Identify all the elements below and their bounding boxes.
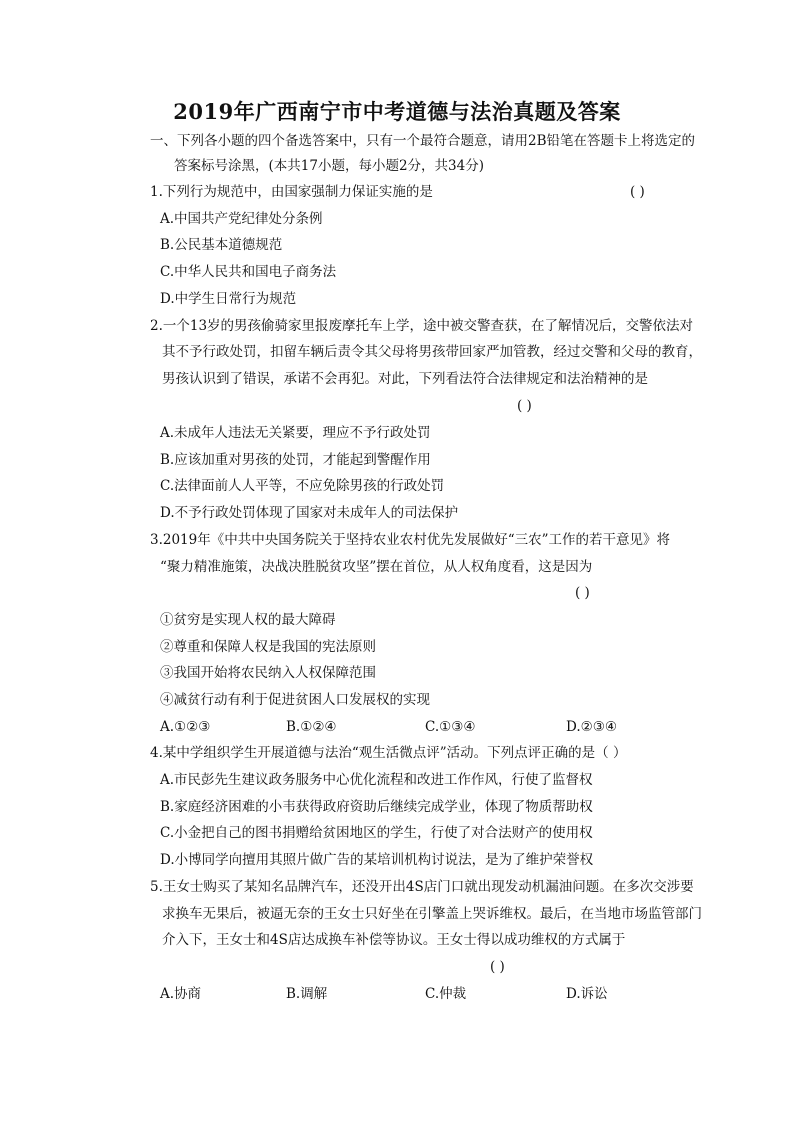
q2-answer-paren: ( ) xyxy=(517,398,532,414)
q3-statement-2: ②尊重和保障人权是我国的宪法原则 xyxy=(160,639,376,655)
q3-option-c: C.①③④ xyxy=(425,719,476,735)
q5-stem-line-3: 介入下，王女士和4S店达成换车补偿等协议。王女士得以成功维权的方式属于 xyxy=(162,932,626,948)
q2-option-a: A.未成年人违法无关紧要，理应不予行政处罚 xyxy=(160,425,431,441)
q4-stem: 4.某中学组织学生开展道德与法治“观生活微点评”活动。下列点评正确的是（ ） xyxy=(150,745,627,761)
q5-answer-paren: ( ) xyxy=(490,959,505,975)
q2-option-c: C.法律面前人人平等，不应免除男孩的行政处罚 xyxy=(160,478,445,494)
q5-option-b: B.调解 xyxy=(286,986,328,1002)
q5-stem-line-1: 5.王女士购买了某知名品牌汽车，还没开出4S店门口就出现发动机漏油问题。在多次交涉要 xyxy=(150,879,694,895)
q4-option-d: D.小博同学向擅用其照片做广告的某培训机构讨说法，是为了维护荣誉权 xyxy=(160,852,594,868)
q5-option-d: D.诉讼 xyxy=(566,986,608,1002)
q4-option-b: B.家庭经济困难的小韦获得政府资助后继续完成学业，体现了物质帮助权 xyxy=(160,799,593,815)
q4-option-a: A.市民彭先生建议政务服务中心优化流程和改进工作作风，行使了监督权 xyxy=(160,772,593,788)
q3-option-b: B.①②④ xyxy=(286,719,337,735)
q1-option-b: B.公民基本道德规范 xyxy=(160,237,283,253)
q3-statement-3: ③我国开始将农民纳入人权保障范围 xyxy=(160,665,376,681)
section-instruction-line-2: 答案标号涂黑，(本共17小题，每小题2分，共34分) xyxy=(174,158,484,174)
section-instruction-line-1: 一、下列各小题的四个备选答案中，只有一个最符合题意，请用2B铅笔在答题卡上将选定的 xyxy=(150,133,696,149)
q3-stem-line-2: “聚力精准施策，决战决胜脱贫攻坚”摆在首位，从人权角度看，这是因为 xyxy=(160,559,593,575)
q3-statement-4: ④减贫行动有利于促进贫困人口发展权的实现 xyxy=(160,692,430,708)
q1-option-d: D.中学生日常行为规范 xyxy=(160,291,297,307)
q2-stem-line-1: 2.一个13岁的男孩偷骑家里报废摩托车上学，途中被交警查获，在了解情况后，交警依法对 xyxy=(150,318,694,334)
q1-stem: 1.下列行为规范中，由国家强制力保证实施的是 xyxy=(150,184,433,200)
page-title: 2019年广西南宁市中考道德与法治真题及答案 xyxy=(173,99,621,124)
q5-option-c: C.仲裁 xyxy=(425,986,467,1002)
q2-option-b: B.应该加重对男孩的处罚，才能起到警醒作用 xyxy=(160,452,431,468)
q5-stem-line-2: 求换车无果后，被逼无奈的王女士只好坐在引擎盖上哭诉维权。最后，在当地市场监管部门 xyxy=(162,906,702,922)
q2-option-d: D.不予行政处罚体现了国家对未成年人的司法保护 xyxy=(160,505,459,521)
q1-answer-paren: ( ) xyxy=(630,184,645,200)
q1-option-a: A.中国共产党纪律处分条例 xyxy=(160,211,323,227)
q4-option-c: C.小金把自己的图书捐赠给贫困地区的学生，行使了对合法财产的使用权 xyxy=(160,825,593,841)
q3-option-d: D.②③④ xyxy=(566,719,617,735)
q5-option-a: A.协商 xyxy=(160,986,202,1002)
q2-stem-line-2: 其不予行政处罚，扣留车辆后责令其父母将男孩带回家严加管教，经过交警和父母的教育， xyxy=(162,344,702,360)
q3-option-a: A.①②③ xyxy=(160,719,211,735)
q1-option-c: C.中华人民共和国电子商务法 xyxy=(160,264,337,280)
q3-statement-1: ①贫穷是实现人权的最大障碍 xyxy=(160,612,336,628)
q2-stem-line-3: 男孩认识到了错误，承诺不会再犯。对此，下列看法符合法律规定和法治精神的是 xyxy=(162,371,648,387)
q3-answer-paren: ( ) xyxy=(575,585,590,601)
q3-stem-line-1: 3.2019年《中共中央国务院关于坚持农业农村优先发展做好“三农”工作的若干意见》将 xyxy=(150,532,671,548)
